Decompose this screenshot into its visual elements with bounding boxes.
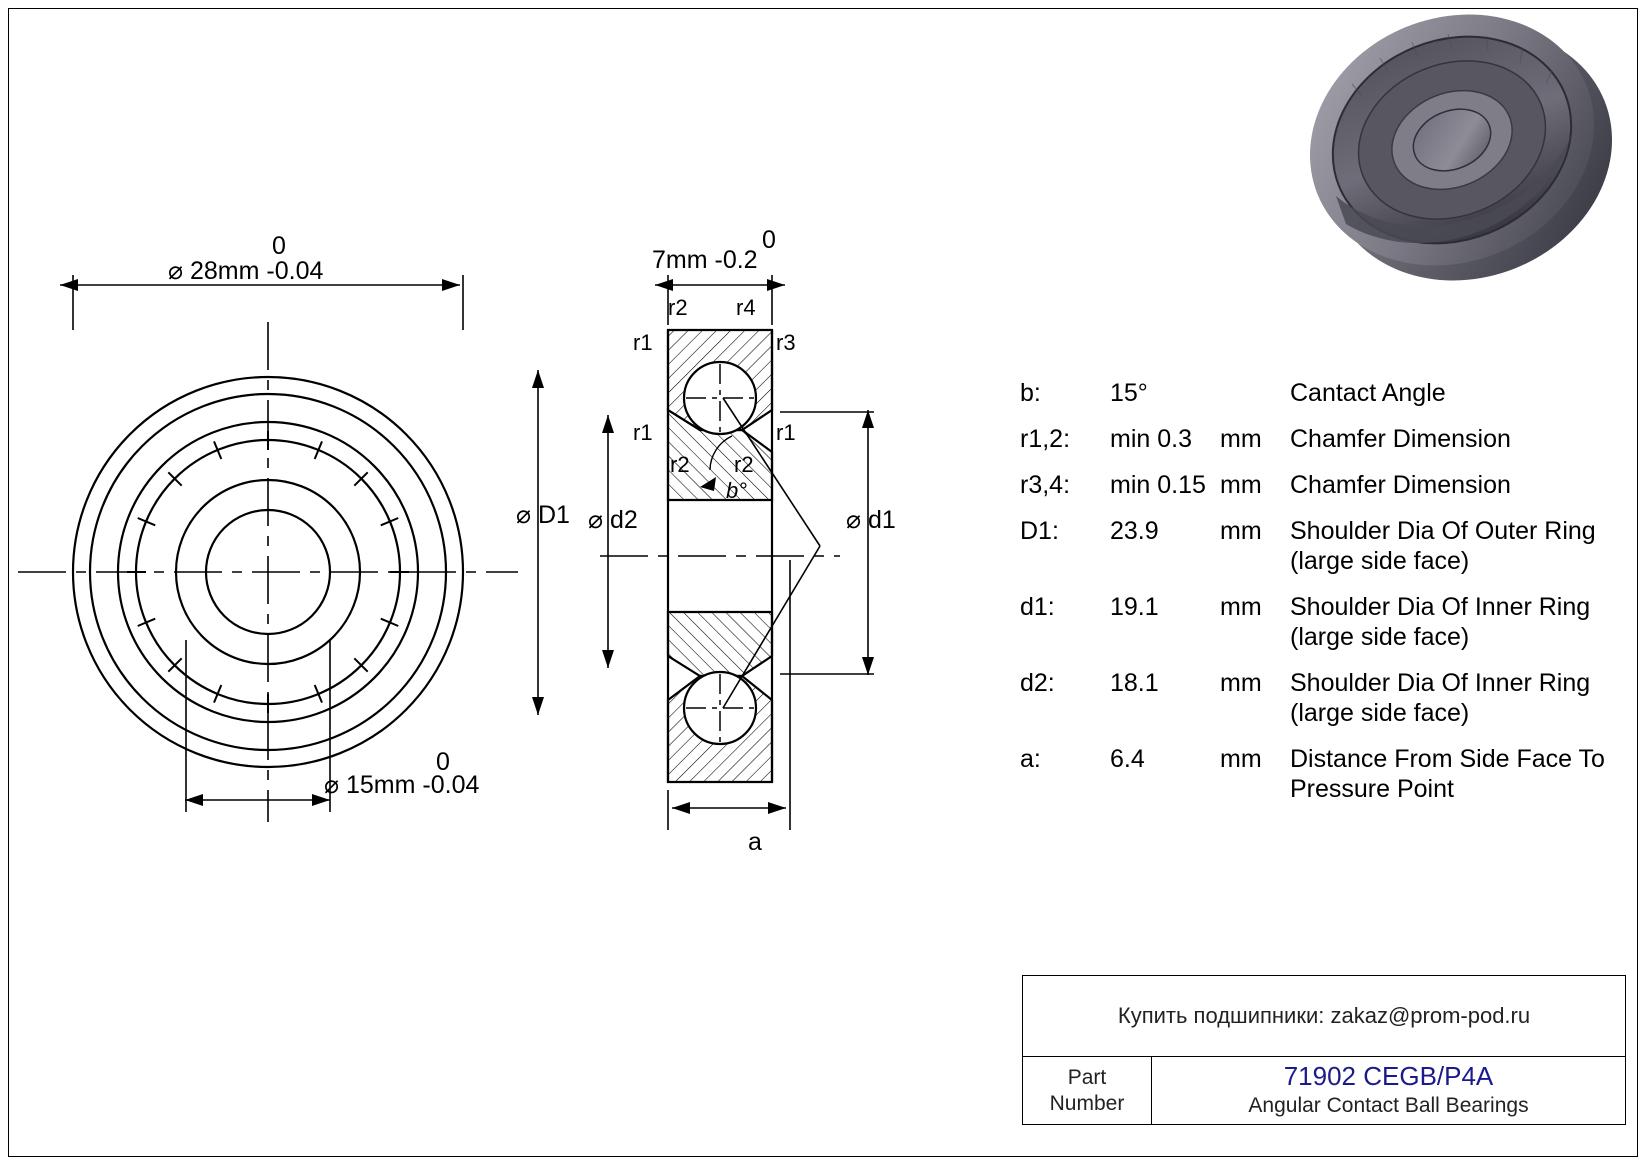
spec-unit: mm	[1220, 669, 1262, 697]
spec-row	[1020, 470, 1620, 500]
section-width-tol: 0	[762, 226, 776, 254]
callout-r2-right: r2	[734, 452, 754, 477]
part-number-value	[1152, 1057, 1625, 1125]
front-view-outer-dim: ⌀ 28mm -0.04	[168, 257, 324, 285]
dim-d1: ⌀ d1	[846, 506, 896, 534]
bearing-3d-render	[1272, 0, 1646, 322]
spec-row	[1020, 592, 1620, 652]
spec-description-sub: Pressure Point	[1290, 775, 1454, 803]
spec-description-sub: (large side face)	[1290, 623, 1470, 651]
spec-value: 15°	[1110, 379, 1148, 407]
front-view-bore-tol: 0	[436, 748, 450, 776]
spec-symbol: d1:	[1020, 593, 1055, 621]
spec-row	[1020, 744, 1620, 804]
dim-a: a	[748, 828, 762, 856]
front-view-bore-dim: ⌀ 15mm -0.04	[324, 771, 480, 799]
spec-symbol: b:	[1020, 379, 1041, 407]
callout-r2-left: r2	[670, 452, 690, 477]
callout-r1-topleft: r1	[633, 330, 653, 355]
spec-description-sub: (large side face)	[1290, 547, 1470, 575]
spec-unit: mm	[1220, 745, 1262, 773]
spec-row	[1020, 424, 1620, 454]
spec-description: Cantact Angle	[1290, 379, 1446, 407]
spec-description: Chamfer Dimension	[1290, 471, 1511, 499]
callout-contact-angle: b°	[726, 478, 748, 503]
spec-unit: mm	[1220, 425, 1262, 453]
spec-description	[1290, 668, 1620, 728]
spec-value: 23.9	[1110, 517, 1159, 545]
part-type: Angular Contact Ball Bearings	[1248, 1094, 1529, 1117]
spec-description: Chamfer Dimension	[1290, 425, 1511, 453]
spec-row	[1020, 378, 1620, 408]
spec-description	[1290, 592, 1620, 652]
spec-row	[1020, 668, 1620, 728]
spec-description	[1290, 516, 1620, 576]
spec-value: 19.1	[1110, 593, 1159, 621]
spec-description-main: Shoulder Dia Of Outer Ring	[1290, 517, 1596, 545]
spec-value: 6.4	[1110, 745, 1145, 773]
spec-value: 18.1	[1110, 669, 1159, 697]
callout-r1-midright: r1	[776, 420, 796, 445]
spec-description-sub: (large side face)	[1290, 699, 1470, 727]
spec-symbol: d2:	[1020, 669, 1055, 697]
spec-row	[1020, 516, 1620, 576]
callout-r1-midleft: r1	[633, 420, 653, 445]
part-label-line2: Number	[1049, 1092, 1125, 1115]
contact-line: Купить подшипники: zakaz@prom-pod.ru	[1023, 976, 1625, 1057]
callout-r4-top: r4	[736, 295, 756, 320]
spec-description	[1290, 744, 1620, 804]
spec-value: min 0.3	[1110, 425, 1192, 453]
spec-symbol: D1:	[1020, 517, 1059, 545]
part-label-line1: Part	[1067, 1066, 1107, 1089]
spec-description-main: Distance From Side Face To	[1290, 745, 1605, 773]
dim-D1: ⌀ D1	[516, 501, 570, 529]
spec-symbol: a:	[1020, 745, 1041, 773]
part-number-label	[1023, 1057, 1152, 1125]
front-view-outer-tol: 0	[272, 232, 286, 260]
title-block	[1022, 975, 1626, 1125]
callout-r3-topright: r3	[776, 330, 796, 355]
section-width-dim: 7mm -0.2	[652, 246, 758, 274]
spec-value: min 0.15	[1110, 471, 1206, 499]
spec-symbol: r3,4:	[1020, 471, 1071, 499]
spec-unit: mm	[1220, 593, 1262, 621]
spec-unit: mm	[1220, 471, 1262, 499]
spec-unit: mm	[1220, 517, 1262, 545]
specification-table	[1020, 378, 1620, 820]
spec-symbol: r1,2:	[1020, 425, 1071, 453]
part-number: 71902 CEGB/P4A	[1283, 1061, 1494, 1091]
callout-r2-top: r2	[668, 295, 688, 320]
title-block-bottom	[1023, 1057, 1625, 1125]
spec-description-main: Shoulder Dia Of Inner Ring	[1290, 669, 1591, 697]
dim-d2: ⌀ d2	[588, 506, 638, 534]
spec-description-main: Shoulder Dia Of Inner Ring	[1290, 593, 1591, 621]
